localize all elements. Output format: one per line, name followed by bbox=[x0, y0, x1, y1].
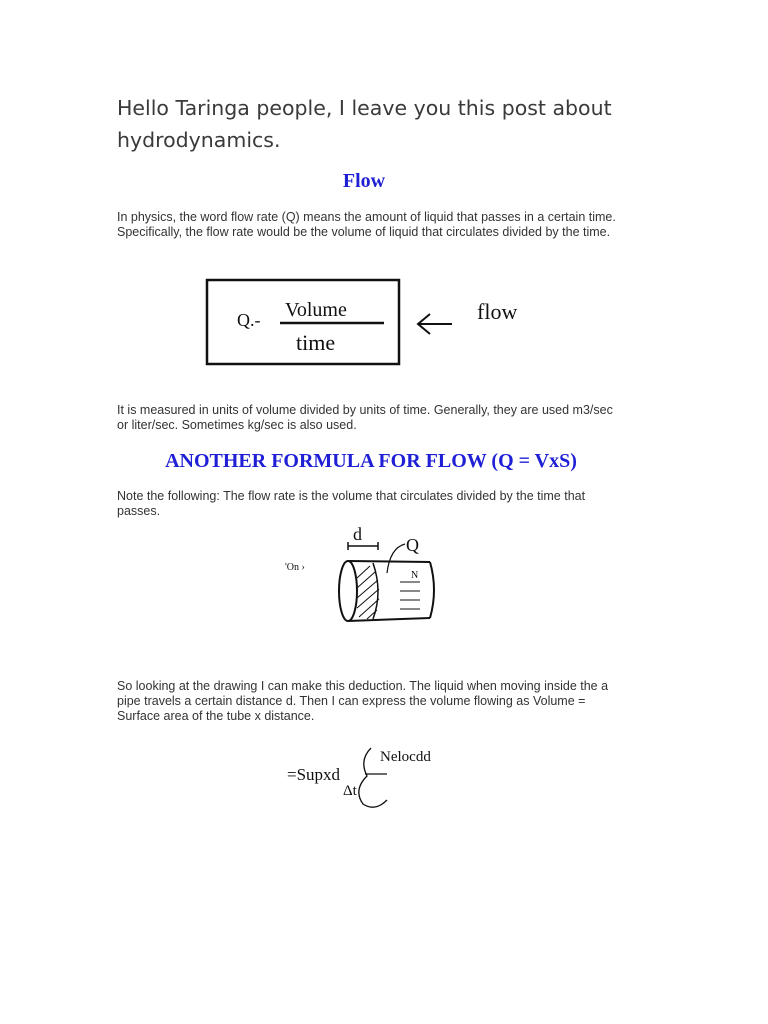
pipe-drawing bbox=[275, 518, 455, 633]
pipe-left-end bbox=[339, 561, 357, 621]
formula-q-label: Q.- bbox=[237, 310, 261, 330]
pipe-d-label: d bbox=[353, 524, 362, 544]
heading-flow: Flow bbox=[342, 170, 386, 192]
left-arrow-icon bbox=[418, 314, 452, 334]
formula-top-label: Nelocdd bbox=[380, 749, 431, 765]
volume-formula-drawing bbox=[283, 740, 473, 812]
formula-left-label: =Supxd bbox=[287, 765, 341, 784]
flow-formula-figure bbox=[200, 272, 565, 372]
intro-text: Hello Taringa people, I leave you this post about hydrodynamics. bbox=[117, 96, 612, 152]
pipe-inner-label: N bbox=[411, 570, 419, 581]
heading-another-formula: ANOTHER FORMULA FOR FLOW (Q = VxS) bbox=[165, 450, 577, 472]
paragraph-flow-definition: In physics, the word flow rate (Q) means the amount of liquid that passes in a certain time. Specifically, the flow rate would be the volume of liquid that circulates divided by the time. bbox=[117, 210, 616, 239]
formula-numerator: Volume bbox=[285, 299, 347, 321]
flow-arrow-label: flow bbox=[477, 299, 518, 324]
paragraph-deduction: So looking at the drawing I can make this deduction. The liquid when moving inside the a pipe travels a certain distance d. Then I can express the volume flowing as Volume = Surface area of the tube x distance. bbox=[117, 679, 609, 723]
flow-formula-drawing bbox=[200, 272, 565, 372]
volume-formula-figure bbox=[283, 740, 473, 812]
paragraph-note: Note the following: The flow rate is the volume that circulates divided by the time that passes. bbox=[117, 489, 586, 518]
formula-denominator: time bbox=[296, 330, 336, 355]
pipe-q-label: Q bbox=[406, 535, 419, 555]
formula-bottom-label: Δt bbox=[343, 783, 357, 799]
flow-arrows bbox=[400, 582, 420, 609]
pipe-figure bbox=[275, 518, 455, 633]
paragraph-units: It is measured in units of volume divided by units of time. Generally, they are used m3/sec or liter/sec. Sometimes kg/sec is also used. bbox=[117, 403, 613, 432]
pipe-side-label: 'On › bbox=[285, 562, 305, 573]
